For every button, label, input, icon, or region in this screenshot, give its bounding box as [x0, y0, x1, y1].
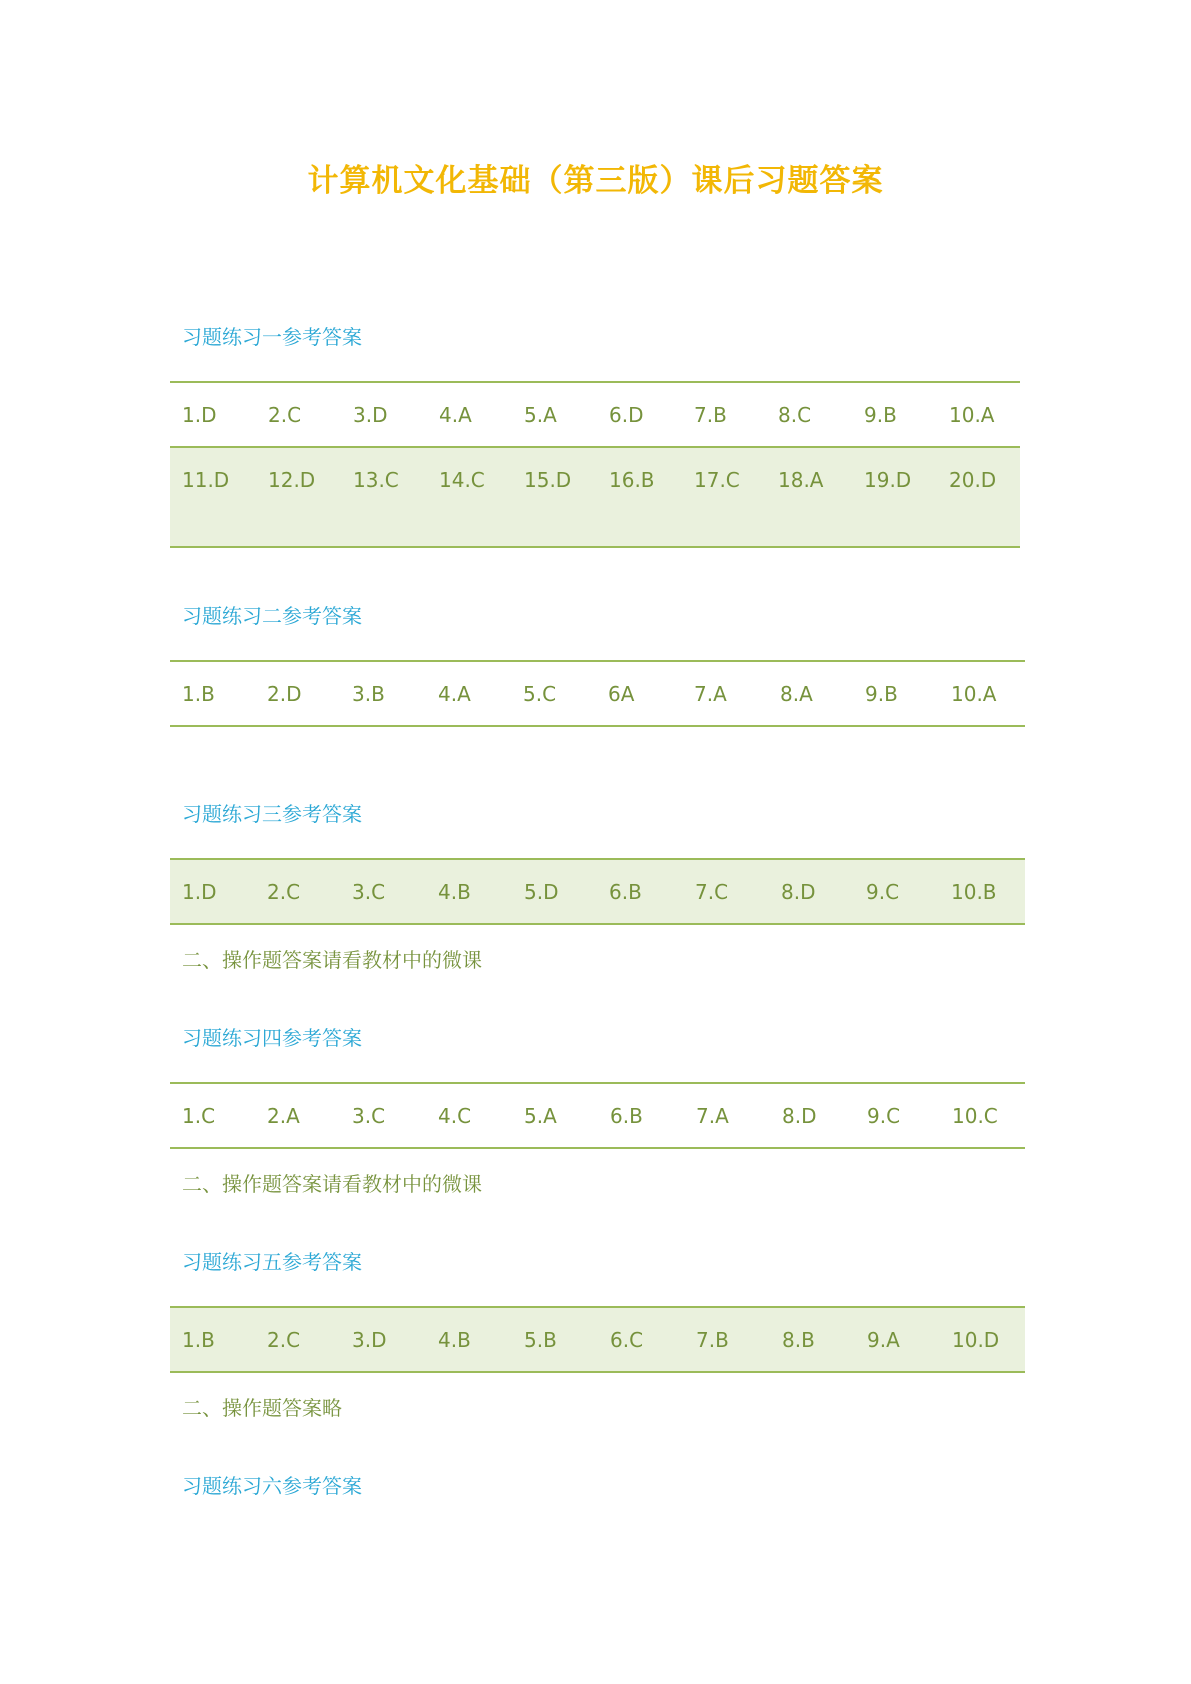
table-row [170, 1307, 1025, 1372]
answer-cell: 7.B [694, 402, 727, 427]
answer-cell: 2.C [255, 859, 340, 924]
answer-cell: 17.C [682, 447, 766, 547]
answer-cell: 7.C [683, 859, 769, 924]
answer-cell: 10.A [949, 402, 995, 427]
answer-cell: 6A [608, 681, 635, 706]
answer-cell: 14.C [427, 447, 512, 547]
table-row [170, 1083, 1025, 1148]
section-heading-5: 习题练习五参考答案 [182, 1250, 362, 1274]
answer-cell: 5.C [523, 681, 557, 706]
answer-cell: 7.B [684, 1307, 770, 1372]
answer-cell: 9.C [854, 859, 939, 924]
answer-cell: 11.D [170, 447, 256, 547]
answer-cell: 9.C [867, 1103, 901, 1128]
answer-cell: 1.C [182, 1103, 216, 1128]
section-heading-4: 习题练习四参考答案 [182, 1026, 362, 1050]
answer-cell: 12.D [256, 447, 341, 547]
section-heading-3: 习题练习三参考答案 [182, 802, 362, 826]
answer-cell: 10.B [939, 859, 1025, 924]
answer-cell: 8.D [769, 859, 854, 924]
answer-cell: 3.B [352, 681, 385, 706]
section-heading-2: 习题练习二参考答案 [182, 604, 362, 628]
answer-cell: 1.D [170, 859, 255, 924]
answer-cell: 8.D [782, 1103, 817, 1128]
section-heading-1: 习题练习一参考答案 [182, 325, 362, 349]
table-row [170, 859, 1025, 924]
operation-note-3: 二、操作题答案请看教材中的微课 [182, 948, 482, 972]
answer-cell: 5.B [512, 1307, 598, 1372]
answer-cell: 7.A [694, 681, 727, 706]
answer-cell: 4.A [438, 681, 471, 706]
answer-cell: 9.B [865, 681, 898, 706]
answer-cell: 10.C [952, 1103, 998, 1128]
answer-cell: 4.C [438, 1103, 472, 1128]
answer-table-2 [170, 660, 1025, 727]
answer-cell: 6.B [610, 1103, 643, 1128]
answer-cell: 10.A [951, 681, 997, 706]
answer-cell: 7.A [696, 1103, 729, 1128]
answer-cell: 2.D [267, 681, 302, 706]
answer-cell: 9.A [855, 1307, 940, 1372]
answer-cell: 13.C [341, 447, 427, 547]
answer-cell: 8.B [770, 1307, 855, 1372]
answer-cell: 2.A [267, 1103, 300, 1128]
answer-cell: 3.D [353, 402, 388, 427]
answer-cell: 2.C [268, 402, 302, 427]
answer-cell: 4.A [439, 402, 472, 427]
answer-cell: 5.A [524, 1103, 557, 1128]
section-heading-6: 习题练习六参考答案 [182, 1474, 362, 1498]
table-row [170, 447, 1020, 547]
answer-table-1 [170, 381, 1020, 548]
answer-table-3 [170, 858, 1025, 925]
answer-cell: 4.B [426, 859, 512, 924]
document-title: 计算机文化基础（第三版）课后习题答案 [307, 163, 884, 199]
answer-cell: 5.A [524, 402, 557, 427]
table-row [170, 661, 1025, 726]
answer-cell: 16.B [597, 447, 682, 547]
answer-cell: 5.D [512, 859, 597, 924]
answer-cell: 20.D [937, 447, 1020, 547]
operation-note-4: 二、操作题答案请看教材中的微课 [182, 1172, 482, 1196]
table-row [170, 382, 1020, 447]
answer-cell: 2.C [255, 1307, 340, 1372]
answer-cell: 19.D [852, 447, 937, 547]
answer-cell: 1.D [182, 402, 217, 427]
answer-cell: 1.B [182, 681, 215, 706]
answer-cell: 8.A [780, 681, 813, 706]
answer-table-4 [170, 1082, 1025, 1149]
answer-cell: 6.B [597, 859, 683, 924]
operation-note-5: 二、操作题答案略 [182, 1396, 342, 1420]
answer-cell: 1.B [170, 1307, 255, 1372]
answer-cell: 8.C [778, 402, 812, 427]
answer-cell: 6.D [609, 402, 644, 427]
answer-cell: 15.D [512, 447, 597, 547]
answer-cell: 3.C [352, 1103, 386, 1128]
answer-table-5 [170, 1306, 1025, 1373]
answer-cell: 10.D [940, 1307, 1025, 1372]
answer-cell: 18.A [766, 447, 852, 547]
answer-cell: 6.C [598, 1307, 684, 1372]
answer-cell: 3.C [340, 859, 426, 924]
answer-cell: 3.D [340, 1307, 426, 1372]
answer-cell: 4.B [426, 1307, 512, 1372]
answer-cell: 9.B [864, 402, 897, 427]
